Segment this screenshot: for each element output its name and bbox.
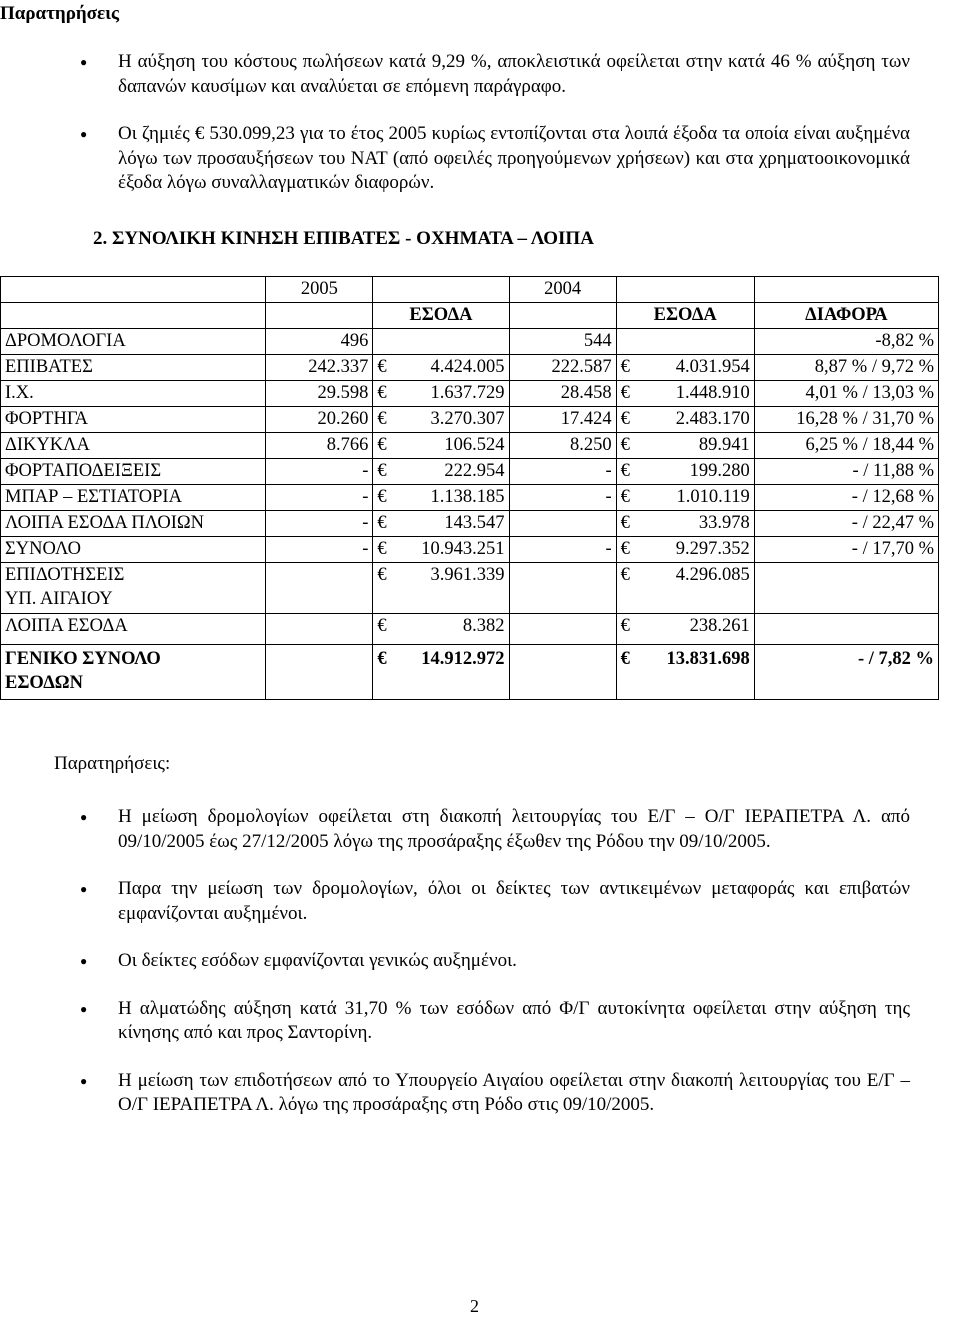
euro-symbol: € <box>620 565 630 585</box>
list-item: ● Η αλματώδης αύξηση κατά 31,70 % των εσόδων από Φ/Γ αυτοκίνητα οφείλεται στην αύξηση της κίνησης από και προς Σαντορίνη. <box>80 997 910 1046</box>
euro-symbol: € <box>620 487 630 507</box>
revenue-2004-header: ΕΣΟΔΑ <box>616 303 754 329</box>
bottom-heading: Παρατηρήσεις: <box>54 753 171 774</box>
list-item: ● Οι δείκτες εσόδων εμφανίζονται γενικώς αυξημένοι. <box>80 949 910 974</box>
list-item: ● Η μείωση δρομολογίων οφείλεται στη διακοπή λειτουργίας του Ε/Γ – Ο/Γ ΙΕΡΑΠΕΤΡΑ Λ. από 09/10/2005 έως 27/12/2005 λόγω της προσάραξης έξωθεν της Ρόδου την 09/10/2005. <box>80 805 910 854</box>
euro-symbol: € <box>377 513 387 533</box>
list-item: ● Παρα την μείωση των δρομολογίων, όλοι οι δείκτες των αντικειμένων μεταφοράς και επιβατών εμφανίζονται αυξημένοι. <box>80 877 910 926</box>
other-revenue-row: ΛΟΙΠΑ ΕΣΟΔΑ € 8.382 € 238.261 <box>1 614 939 645</box>
year-2004-header: 2004 <box>509 277 616 303</box>
euro-symbol: € <box>620 435 630 455</box>
grand-total-row: ΓΕΝΙΚΟ ΣΥΝΟΛΟ ΕΣΟΔΩΝ € 14.912.972 € 13.831.698 - / 7,82 % <box>1 645 939 700</box>
section-title: 2. ΣΥΝΟΛΙΚΗ ΚΙΝΗΣΗ ΕΠΙΒΑΤΕΣ - ΟΧΗΜΑΤΑ – ΛΟΙΠΑ <box>93 228 594 249</box>
euro-symbol: € <box>620 513 630 533</box>
table-row: ΔΙΚΥΚΛΑ 8.766 € 106.524 8.250 € 89.941 6,25 % / 18,44 % <box>1 433 939 459</box>
euro-symbol: € <box>620 409 630 429</box>
year-2005-header: 2005 <box>266 277 373 303</box>
list-item: ● Η μείωση των επιδοτήσεων από το Υπουργείο Αιγαίου οφείλεται στην διακοπή λειτουργίας του Ε/Γ – Ο/Γ ΙΕΡΑΠΕΤΡΑ Λ. λόγω της προσάραξης στη Ρόδο στις 09/10/2005. <box>80 1069 910 1118</box>
euro-symbol: € <box>377 357 387 377</box>
list-item: ● Η αύξηση του κόστους πωλήσεων κατά 9,29 %, αποκλειστικά οφείλεται στην κατά 46 % αύξηση των δαπανών καυσίμων και αναλύεται σε επόμενη παράγραφο. <box>80 50 910 99</box>
euro-symbol: € <box>377 435 387 455</box>
table-row: ΣΥΝΟΛΟ - € 10.943.251 - € 9.297.352 - / 17,70 % <box>1 537 939 563</box>
table-row: ΦΟΡΤΑΠΟΔΕΙΞΕΙΣ - € 222.954 - € 199.280 - / 11,88 % <box>1 459 939 485</box>
euro-symbol: € <box>377 383 387 403</box>
euro-symbol: € <box>377 539 387 559</box>
euro-symbol: € <box>377 487 387 507</box>
euro-symbol: € <box>377 461 387 481</box>
table-row: ΜΠΑΡ – ΕΣΤΙΑΤΟΡΙΑ - € 1.138.185 - € 1.010.119 - / 12,68 % <box>1 485 939 511</box>
table-row: ΦΟΡΤΗΓΑ 20.260 € 3.270.307 17.424 € 2.483.170 16,28 % / 31,70 % <box>1 407 939 433</box>
table-row: ΔΡΟΜΟΛΟΓΙΑ 496 544 -8,82 % <box>1 329 939 355</box>
passenger-vehicle-table <box>0 276 939 700</box>
euro-symbol: € <box>620 461 630 481</box>
difference-header: ΔΙΑΦΟΡΑ <box>754 303 938 329</box>
table-row: Ι.Χ. 29.598 € 1.637.729 28.458 € 1.448.910 4,01 % / 13,03 % <box>1 381 939 407</box>
euro-symbol: € <box>377 409 387 429</box>
table-row: ΛΟΙΠΑ ΕΣΟΔΑ ΠΛΟΙΩΝ - € 143.547 € 33.978 - / 22,47 % <box>1 511 939 537</box>
euro-symbol: € <box>620 616 630 636</box>
euro-symbol: € <box>377 565 387 585</box>
euro-symbol: € <box>377 616 387 636</box>
euro-symbol: € <box>377 649 387 669</box>
euro-symbol: € <box>620 383 630 403</box>
page-number: 2 <box>470 1296 479 1316</box>
euro-symbol: € <box>620 539 630 559</box>
table-header-row <box>1 303 939 329</box>
table-row: ΕΠΙΒΑΤΕΣ 242.337 € 4.424.005 222.587 € 4.031.954 8,87 % / 9,72 % <box>1 355 939 381</box>
top-bullet-list <box>80 50 910 196</box>
subsidies-row: ΕΠΙΔΟΤΗΣΕΙΣ ΥΠ. ΑΙΓΑΙΟΥ € 3.961.339 € 4.296.085 <box>1 563 939 614</box>
euro-symbol: € <box>620 357 630 377</box>
euro-symbol: € <box>620 649 630 669</box>
bottom-bullet-list <box>80 805 910 1118</box>
top-heading: Παρατηρήσεις <box>0 3 120 24</box>
revenue-2005-header: ΕΣΟΔΑ <box>373 303 509 329</box>
list-item: ● Οι ζημιές € 530.099,23 για το έτος 2005 κυρίως εντοπίζονται στα λοιπά έξοδα τα οποία είναι αυξημένα λόγω των προσαυξήσεων του ΝΑΤ (από οφειλές προηγούμενων χρήσεων) και στα χρηματοοικονομικά έξοδα λόγω συναλλαγματικών διαφορών. <box>80 122 910 196</box>
table-header-row <box>1 277 939 303</box>
